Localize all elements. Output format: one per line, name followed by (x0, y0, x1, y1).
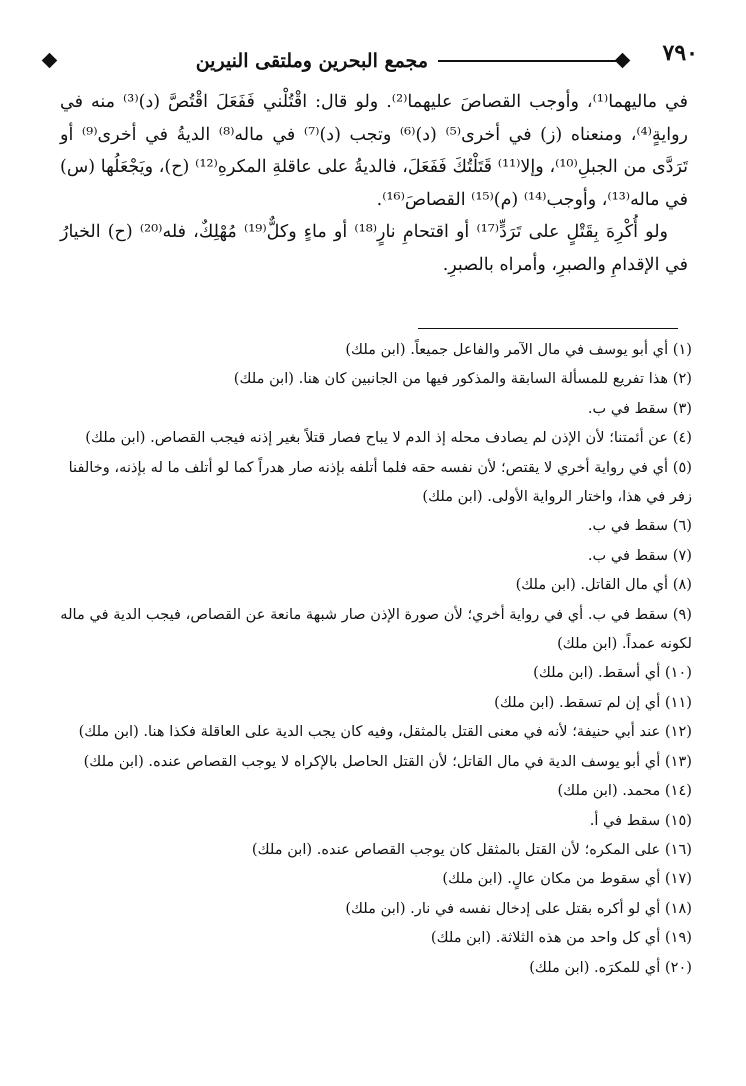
footnote: (٦) سقط في ب. (587, 517, 692, 535)
footnotes (60, 335, 692, 982)
footnote: (١٢) عند أبي حنيفة؛ لأنه في معنى القتل بالمثقل، وفيه كان يجب الدية على العاقلة فكذا هنا. (ابن ملك) (78, 723, 692, 741)
footnote: (٢) هذا تفريع للمسألة السابقة والمذكور فيها من الجانبين كان هنا. (ابن ملك) (233, 370, 692, 388)
footnote: (١٨) أي لو أكره بقتل على إدخال نفسه في نار. (ابن ملك) (345, 899, 692, 917)
footnote: (٢٠) أي للمكرَه. (ابن ملك) (529, 958, 692, 976)
footnote: (٩) سقط في ب. أي في رواية أخري؛ لأن صورة الإذن صار شبهة مانعة عن القصاص، فيجب الدية في ماله لكونه عمداً. (ابن ملك) (60, 605, 692, 653)
page-number: ٧٩٠ (662, 40, 698, 66)
footnote: (٥) أي في رواية أخري لا يقتص؛ لأن نفسه حقه فلما أتلفه بإذنه صار هدراً كما لو أتلف ما له بإذنه، وخالفنا زفر في هذا، واختار الرواية الأولى. (ابن ملك) (68, 458, 692, 506)
body-paragraph: ولو أُكْرِهَ بِقَتْلٍ على تَرَدٍّ⁽¹⁷⁾ أو اقتحامِ نارٍ⁽¹⁸⁾ أو ماءٍ وكلٌّ⁽¹⁹⁾ مُهْلِكٌ، فله⁽²⁰⁾ (ح) الخيارُ في الإقدامِ والصبرِ، وأمراه بالصبرِ. (60, 222, 688, 275)
footnote: (١٧) أي سقوط من مكان عالٍ. (ابن ملك) (442, 870, 692, 888)
footnote: (٤) عن أئمتنا؛ لأن الإذن لم يصادف محله إذ الدم لا يباح فصار قتلاً بغير إذنه فيجب القصاص. (ابن ملك) (85, 429, 692, 447)
header-rule (438, 60, 616, 62)
footnote: (١٥) سقط في أ. (589, 811, 692, 829)
header-diamond-left (42, 53, 58, 69)
footnote-separator (418, 328, 678, 329)
footnote: (١١) أي إن لم تسقط. (ابن ملك) (494, 693, 692, 711)
running-title: مجمع البحرين وملتقى النيرين (195, 50, 428, 72)
header-diamond-right (615, 53, 631, 69)
footnote: (١٠) أي أسقط. (ابن ملك) (533, 664, 692, 682)
footnote: (١٤) محمد. (ابن ملك) (557, 782, 692, 800)
running-header (38, 36, 704, 80)
footnote: (١) أي أبو يوسف في مال الآمر والفاعل جميعاً. (ابن ملك) (345, 341, 692, 358)
footnote: (٨) أي مال القاتل. (ابن ملك) (515, 576, 692, 594)
body-paragraph: في ماليهما⁽¹⁾، وأوجب القصاصَ عليهما⁽²⁾. ولو قال: اقْتُلْني فَفَعَلَ اقْتُصَّ (د)⁽³⁾ منه في روايةٍ⁽⁴⁾، ومنعناه (ز) في أخرى⁽⁵⁾ (د)⁽⁶⁾ وتجب (د)⁽⁷⁾ في ماله⁽⁸⁾ الديةُ في أخرى⁽⁹⁾ أو تَرَدَّى من الجبلِ⁽¹⁰⁾، وإلا⁽¹¹⁾ قَتَلْتُكَ فَفَعَلَ، فالديةُ على عاقلةِ المكرهِ⁽¹²⁾ (ح)، ويَجْعَلُها (س) في ماله⁽¹³⁾، وأوجب⁽¹⁴⁾ (م)⁽¹⁵⁾ القصاصَ⁽¹⁶⁾. (60, 92, 688, 210)
main-text (60, 86, 688, 281)
footnote: (١٩) أي كل واحد من هذه الثلاثة. (ابن ملك) (430, 929, 692, 947)
footnote: (١٣) أي أبو يوسف الدية في مال القاتل؛ لأن القتل الحاصل بالإكراه لا يوجب القصاص عنده. (ابن ملك) (83, 752, 692, 770)
footnote: (٧) سقط في ب. (587, 546, 692, 564)
footnote: (١٦) على المكره؛ لأن القتل بالمثقل كان يوجب القصاص عنده. (ابن ملك) (251, 840, 692, 858)
footnote: (٣) سقط في ب. (587, 399, 692, 417)
